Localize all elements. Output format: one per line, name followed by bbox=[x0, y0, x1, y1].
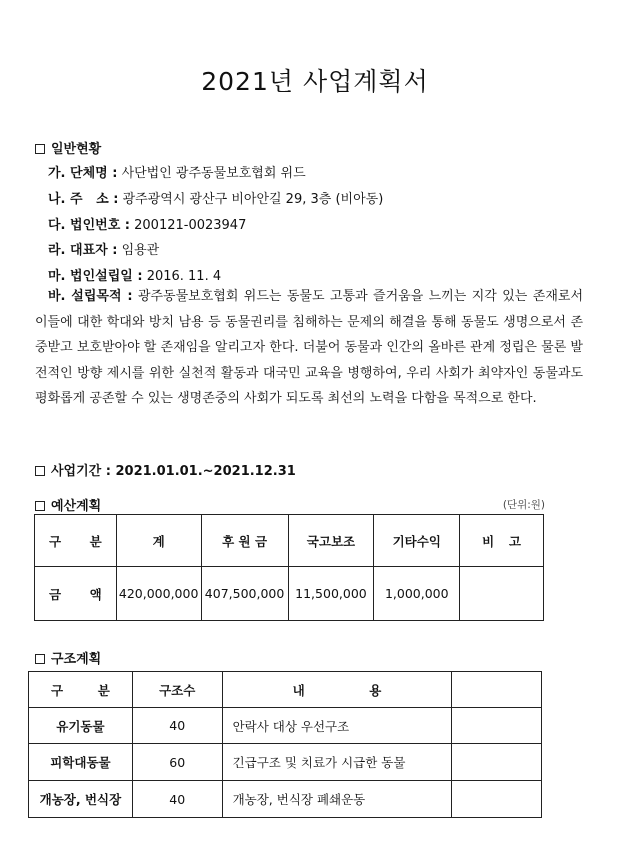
rescue-header-content: 내 용 bbox=[222, 672, 452, 708]
checkbox-square-icon bbox=[35, 654, 45, 664]
representative-row bbox=[48, 239, 159, 258]
section-budget-heading bbox=[35, 495, 101, 514]
budget-amount-total: 420,000,000 bbox=[116, 567, 201, 621]
rescue-content: 개농장, 번식장 폐쇄운동 bbox=[222, 781, 452, 818]
representative-label: 라. 대표자 : bbox=[48, 243, 118, 258]
section-rescue-title: 구조계획 bbox=[51, 652, 102, 667]
registration-label: 다. 법인번호 : bbox=[48, 218, 130, 233]
budget-amount-donation: 407,500,000 bbox=[201, 567, 288, 621]
section-general-heading bbox=[35, 138, 101, 157]
rescue-extra bbox=[452, 708, 542, 744]
budget-header-donation: 후 원 금 bbox=[201, 515, 288, 567]
budget-header-subsidy: 국고보조 bbox=[288, 515, 374, 567]
section-budget-title: 예산계획 bbox=[51, 499, 102, 514]
budget-amount-note bbox=[460, 567, 544, 621]
budget-unit: (단위:원) bbox=[502, 499, 545, 511]
budget-header-other: 기타수익 bbox=[374, 515, 460, 567]
table-row bbox=[29, 781, 542, 818]
rescue-extra bbox=[452, 781, 542, 818]
org-name-label: 가. 단체명 : bbox=[48, 166, 118, 181]
section-general-title: 일반현황 bbox=[51, 142, 102, 157]
rescue-content: 긴급구조 및 치료가 시급한 동물 bbox=[222, 744, 452, 781]
founded-label: 마. 법인설립일 : bbox=[48, 269, 143, 284]
rescue-category: 유기동물 bbox=[29, 708, 133, 744]
rescue-content: 안락사 대상 우선구조 bbox=[222, 708, 452, 744]
org-name-row bbox=[48, 162, 306, 181]
representative-value: 임용관 bbox=[121, 243, 160, 258]
checkbox-square-icon bbox=[35, 144, 45, 154]
rescue-table bbox=[28, 671, 542, 818]
budget-amount-subsidy: 11,500,000 bbox=[288, 567, 374, 621]
rescue-header-row bbox=[29, 672, 542, 708]
budget-table bbox=[34, 514, 544, 621]
rescue-count: 60 bbox=[132, 744, 222, 781]
address-value: 광주광역시 광산구 비아안길 29, 3층 (비아동) bbox=[122, 192, 384, 207]
address-label: 나. 주 소 : bbox=[48, 192, 119, 207]
rescue-count: 40 bbox=[132, 781, 222, 818]
budget-header-category: 구 분 bbox=[35, 515, 117, 567]
registration-row bbox=[48, 214, 246, 233]
checkbox-square-icon bbox=[35, 466, 45, 476]
table-row bbox=[29, 744, 542, 781]
founded-value: 2016. 11. 4 bbox=[146, 269, 222, 284]
budget-amount-other: 1,000,000 bbox=[374, 567, 460, 621]
checkbox-square-icon bbox=[35, 501, 45, 511]
rescue-category: 피학대동물 bbox=[29, 744, 133, 781]
registration-value: 200121-0023947 bbox=[134, 218, 247, 233]
address-row bbox=[48, 188, 383, 207]
table-row bbox=[29, 708, 542, 744]
budget-amount-label: 금 액 bbox=[35, 567, 117, 621]
rescue-header-count: 구조수 bbox=[132, 672, 222, 708]
rescue-header-category: 구 분 bbox=[29, 672, 133, 708]
budget-header-note: 비 고 bbox=[460, 515, 544, 567]
rescue-header-empty bbox=[452, 672, 542, 708]
section-rescue-heading bbox=[35, 648, 101, 667]
founded-row bbox=[48, 265, 221, 284]
org-name-value: 사단법인 광주동물보호협회 위드 bbox=[121, 166, 306, 181]
purpose-value: 광주동물보호협회 위드는 동물도 고통과 즐거움을 느끼는 지각 있는 존재로서 이들에 대한 학대와 방치 남용 등 동물권리를 침해하는 문제의 해결을 통해 동물도 생명으로서 존중받고 보호받아야 할 존재임을 알리고자 한다. 더불어 동물과 인간의 올바른 관계 정립은 물론 발전적인 방향 제시를 위한 실천적 활동과 대국민 교육을 병행하여, 우리 사회가 최약자인 동물과도 평화롭게 공존할 수 있는 생명존중의 사회가 되도록 최선의 노력을 다함을 목적으로 한다. bbox=[35, 289, 584, 407]
purpose-label: 바. 설립목적 : bbox=[48, 289, 133, 304]
page-title: 2021년 사업계획서 bbox=[201, 67, 429, 96]
rescue-extra bbox=[452, 744, 542, 781]
section-period-title: 사업기간 : 2021.01.01.~2021.12.31 bbox=[51, 464, 296, 479]
purpose-paragraph bbox=[35, 284, 583, 412]
budget-amount-row bbox=[35, 567, 544, 621]
rescue-count: 40 bbox=[132, 708, 222, 744]
budget-header-row bbox=[35, 515, 544, 567]
section-period-heading bbox=[35, 460, 296, 479]
rescue-category: 개농장, 번식장 bbox=[29, 781, 133, 818]
budget-header-total: 계 bbox=[116, 515, 201, 567]
